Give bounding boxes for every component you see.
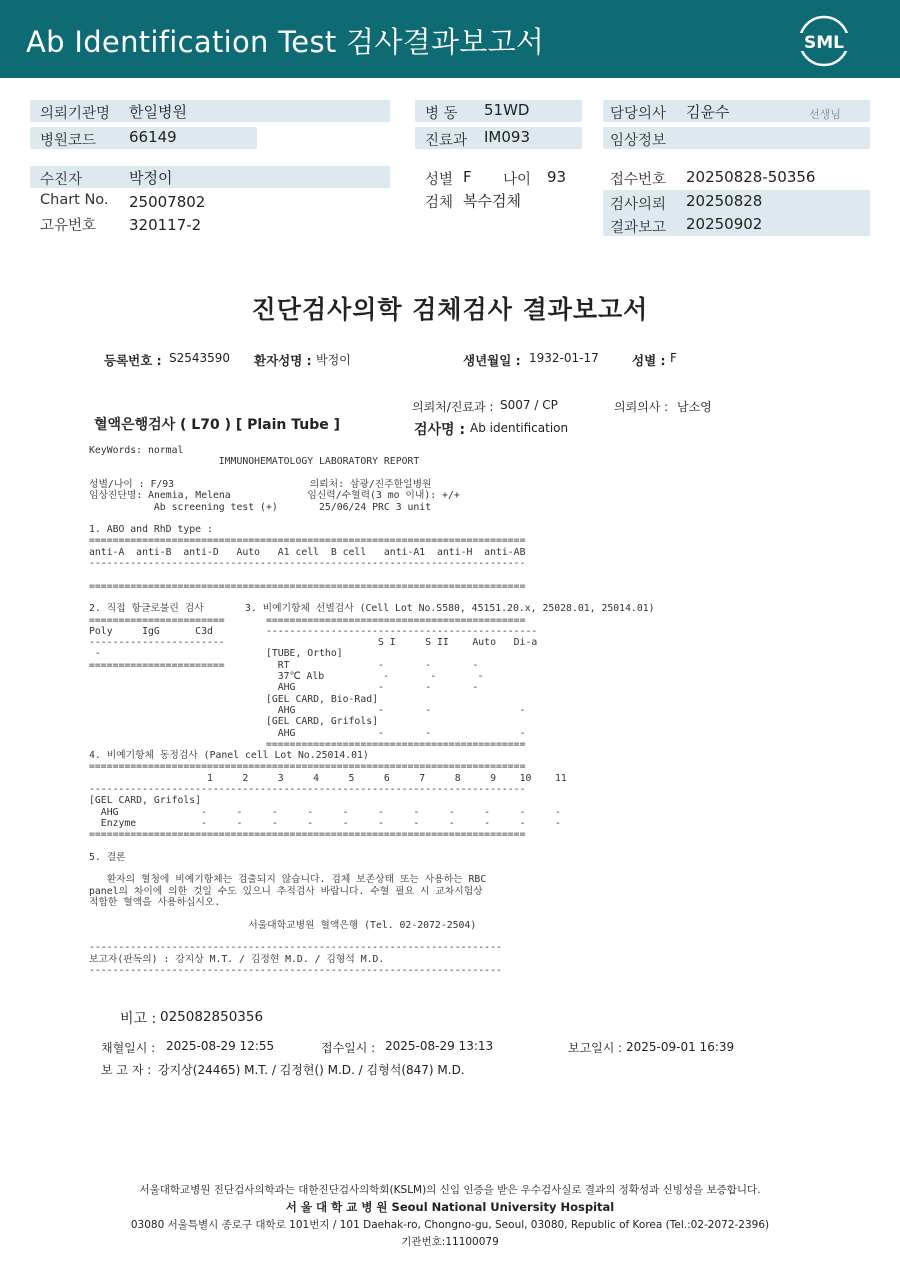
- footer-certification: 서울대학교병원 진단검사의학과는 대한진단검사의학회(KSLM)의 신임 인증을 받은 우수검사실로 결과의 정확성과 신빙성을 보증합니다.: [139, 1184, 761, 1196]
- report-header: [0, 0, 900, 78]
- req-hospital-value: 한일병원: [129, 103, 187, 121]
- reporter-label: 보 고 자 :: [101, 1063, 152, 1077]
- report-line: 1. ABO and RhD type :: [89, 524, 213, 536]
- reg-value: S2543590: [169, 351, 231, 365]
- client-label: 의뢰처/진료과 :: [412, 400, 494, 414]
- report-line: ======================= ============================================: [89, 614, 526, 626]
- report-line: AHG - - - - - - - - - - -: [89, 806, 561, 818]
- report-line: ==========================================================================: [89, 535, 526, 547]
- reporter-value: 강지상(24465) M.T. / 김정현() M.D. / 김형석(847) M.D.: [158, 1063, 465, 1077]
- report-line: ----------------------- S I S II Auto Di-a: [89, 637, 538, 649]
- report-label: 결과보고: [610, 220, 667, 236]
- report-line: ----------------------------------------------------------------------: [89, 964, 502, 976]
- receipt-value: 20250828-50356: [686, 168, 816, 186]
- test-name-value: Ab identification: [470, 421, 569, 435]
- specimen-label: 검체: [425, 195, 454, 211]
- report-line: Enzyme - - - - - - - - - - -: [89, 817, 561, 829]
- request-value: 20250828: [686, 192, 763, 210]
- age-label: 나이: [503, 172, 532, 188]
- sml-logo: [796, 13, 852, 69]
- client-value: S007 / CP: [500, 398, 558, 412]
- chart-label: Chart No.: [40, 192, 109, 208]
- request-label: 검사의뢰: [610, 197, 667, 213]
- req-doctor-label: 의뢰의사 :: [614, 400, 669, 414]
- report-line: [GEL CARD, Bio-Rad]: [89, 693, 379, 705]
- report-line: 임상진단명: Anemia, Melena 임신력/수혈력(3 mo 이내): +/+: [89, 490, 460, 502]
- report-time-label: 보고일시 :: [568, 1041, 623, 1055]
- report-line: --------------------------------------------------------------------------: [89, 784, 526, 795]
- report-line: ----------------------------------------------------------------------: [89, 942, 502, 954]
- ward-value: 51WD: [484, 101, 530, 119]
- header-title: Ab Identification Test 검사결과보고서: [26, 25, 545, 59]
- report-line: Poly IgG C3d ----------------------------------------------: [89, 625, 538, 637]
- receive-label: 접수일시 :: [321, 1041, 376, 1055]
- report-line: 5. 결론: [89, 851, 126, 863]
- doc-sex-value: F: [670, 351, 677, 365]
- report-line: 보고자(판독의) : 강지상 M.T. / 김정현 M.D. / 김형석 M.D.: [89, 953, 385, 965]
- report-line: --------------------------------------------------------------------------: [89, 558, 526, 569]
- report-line: 1 2 3 4 5 6 7 8 9 10 11: [89, 772, 567, 784]
- test-name-label: 검사명 :: [414, 422, 466, 438]
- footer-address: 03080 서울특별시 종로구 대학로 101번지 / 101 Daehak-ro, Chongno-gu, Seoul, 03080, Republic of Korea (Tel.:02-2072-2396): [130, 1219, 770, 1231]
- reg-label: 등록번호 :: [104, 353, 162, 368]
- birth-label: 생년월일 :: [463, 353, 521, 368]
- birth-value: 1932-01-17: [529, 351, 599, 365]
- req-hospital-label: 의뢰기관명: [40, 106, 111, 122]
- hospital-code-label: 병원코드: [40, 133, 97, 149]
- dept-label: 진료과: [425, 133, 468, 149]
- note-value: 025082850356: [160, 1009, 264, 1025]
- logo-text: SML: [804, 33, 844, 53]
- sex-value: F: [463, 168, 472, 186]
- patient-bar: [30, 166, 390, 188]
- report-line: AHG - - -: [89, 727, 526, 739]
- report-line: KeyWords: normal: [89, 445, 184, 456]
- specimen-value: 복수검체: [463, 192, 521, 210]
- footer-institution-code: 기관번호:11100079: [401, 1236, 499, 1248]
- hospital-code-value: 66149: [129, 128, 177, 146]
- report-line: 적합한 혈액을 사용하십시오.: [89, 897, 221, 908]
- report-line: 성별/나이 : F/93 의뢰처: 삼광/진주한일병원: [89, 478, 432, 490]
- req-doctor-value: 남소영: [677, 400, 712, 414]
- doctor-suffix: 선생님: [809, 108, 841, 121]
- report-line: 4. 비예기항체 동정검사 (Panel cell Lot No.25014.01): [89, 750, 369, 762]
- name-label: 환자성명 :: [254, 353, 312, 368]
- receive-value: 2025-08-29 13:13: [385, 1039, 494, 1053]
- report-line: 2. 직접 항글로불린 검사 3. 비예기항체 선별검사 (Cell Lot No.S580, 45151.20.x, 25028.01, 25014.01): [89, 603, 655, 615]
- report-time-value: 2025-09-01 16:39: [626, 1040, 735, 1054]
- report-line: anti-A anti-B anti-D Auto A1 cell B cell anti-A1 anti-H anti-AB: [89, 546, 526, 558]
- collect-label: 채혈일시 :: [101, 1041, 156, 1055]
- report-line: IMMUNOHEMATOLOGY LABORATORY REPORT: [89, 456, 420, 468]
- report-line: AHG - - -: [89, 704, 526, 716]
- chart-value: 25007802: [129, 193, 206, 211]
- report-line: AHG - - -: [89, 682, 479, 694]
- sex-label: 성별: [425, 172, 454, 188]
- report-line: [GEL CARD, Grifols]: [89, 795, 202, 807]
- report-line: ============================================: [89, 738, 526, 750]
- report-line: ==========================================================================: [89, 761, 526, 773]
- collect-value: 2025-08-29 12:55: [166, 1039, 275, 1053]
- report-line: Ab screening test (+) 25/06/24 PRC 3 unit: [89, 501, 432, 513]
- report-line: ==========================================================================: [89, 829, 526, 841]
- unique-value: 320117-2: [129, 216, 202, 234]
- note-label: 비고 :: [120, 1011, 157, 1027]
- name-value: 박정이: [316, 353, 351, 367]
- doc-sex-label: 성별 :: [632, 353, 666, 368]
- doctor-label: 담당의사: [610, 106, 667, 122]
- dept-value: IM093: [484, 128, 530, 146]
- report-line: 서울대학교병원 혈액은행 (Tel. 02-2072-2504): [89, 919, 477, 931]
- patient-label: 수진자: [40, 172, 83, 188]
- footer-hospital-name: 서 울 대 학 교 병 원 Seoul National University Hospital: [285, 1200, 615, 1214]
- report-line: 37℃ Alb - - -: [89, 671, 484, 682]
- report-line: [GEL CARD, Grifols]: [89, 716, 379, 728]
- document-title: 진단검사의학 검체검사 결과보고서: [251, 295, 649, 324]
- receipt-label: 접수번호: [610, 172, 667, 188]
- report-line: panel의 차이에 의한 것일 수도 있으니 추적검사 바랍니다. 수혈 필요 시 교차시험상: [89, 885, 483, 897]
- age-value: 93: [547, 168, 567, 186]
- ward-label: 병 동: [425, 106, 458, 122]
- report-line: ==========================================================================: [89, 580, 526, 592]
- clinical-label: 임상정보: [610, 133, 667, 149]
- test-title: 혈액은행검사 ( L70 ) [ Plain Tube ]: [94, 417, 341, 433]
- report-line: - [TUBE, Ortho]: [89, 648, 343, 660]
- unique-label: 고유번호: [40, 218, 97, 234]
- report-value: 20250902: [686, 215, 763, 233]
- patient-value: 박정이: [129, 169, 173, 187]
- report-line: 환자의 혈청에 비예기항체는 검출되지 않습니다. 검체 보존상태 또는 사용하는 RBC: [89, 874, 487, 886]
- report-line: ======================= RT - - -: [89, 659, 479, 671]
- doctor-value: 김윤수: [686, 103, 730, 121]
